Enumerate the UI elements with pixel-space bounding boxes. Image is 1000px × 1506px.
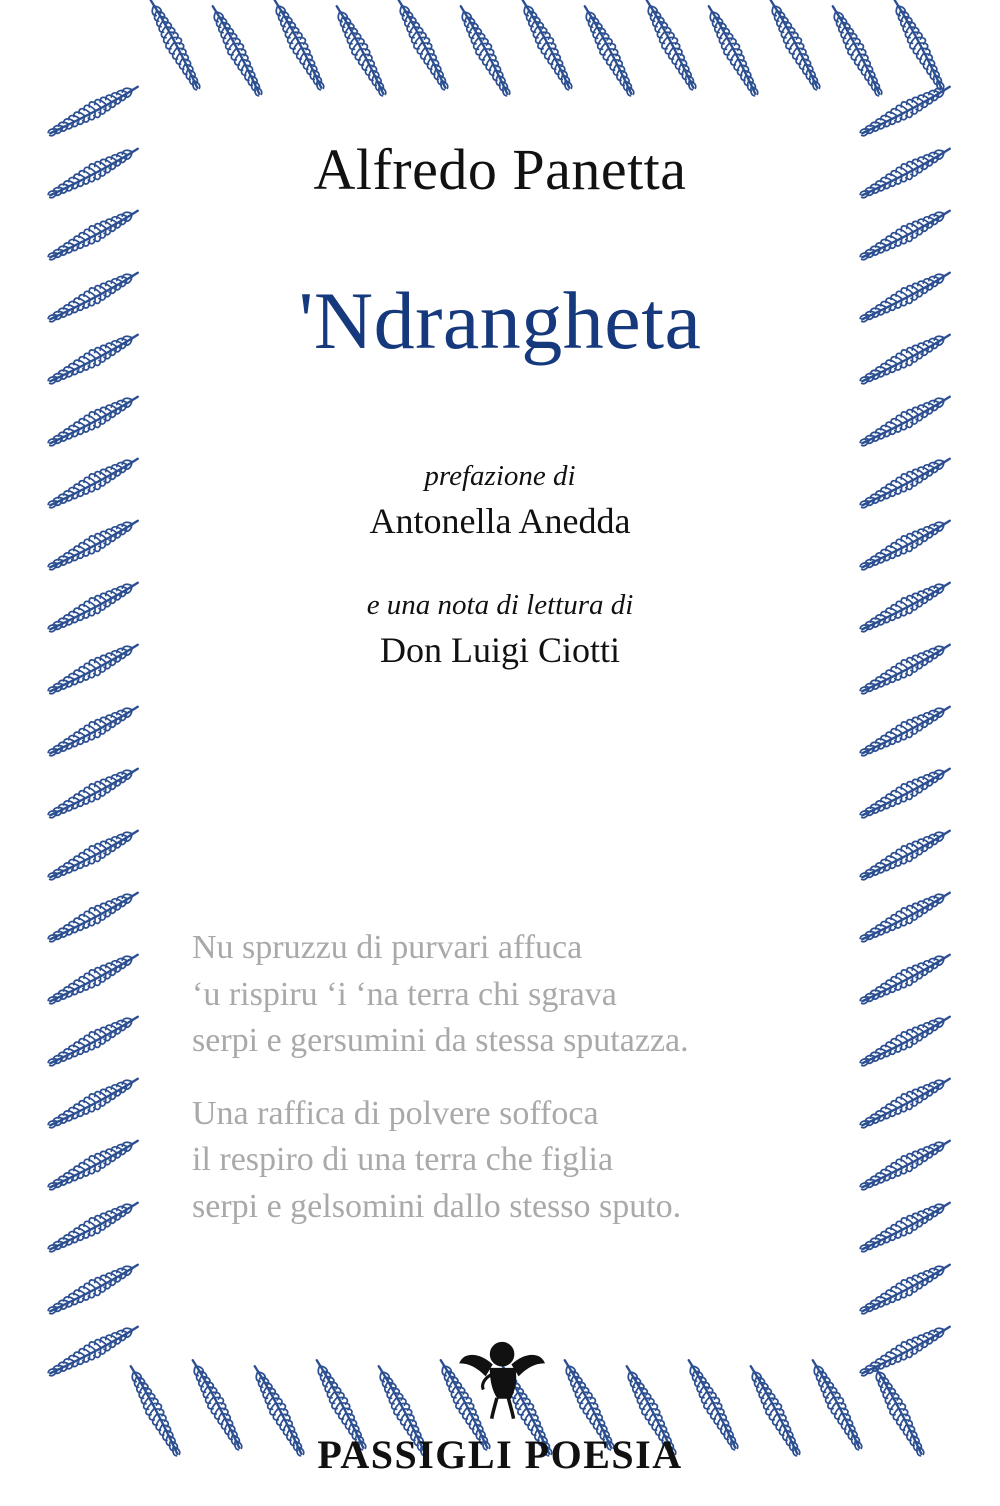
feather-icon <box>40 258 149 333</box>
feather-icon <box>40 196 149 271</box>
poem-line: Una raffica di polvere soffoca <box>192 1094 599 1132</box>
poem-line: serpi e gelsomini dallo stesso sputo. <box>192 1187 682 1225</box>
feather-icon <box>852 692 961 767</box>
excerpt-poem <box>192 925 812 1230</box>
poem-line: il respiro di una terra che figlia <box>192 1141 614 1179</box>
feather-icon <box>40 1188 149 1263</box>
feather-icon <box>852 1250 961 1325</box>
feather-icon <box>40 816 149 891</box>
feather-icon <box>852 754 961 829</box>
feather-icon <box>852 1126 961 1201</box>
credits-block <box>150 455 850 712</box>
feather-icon <box>40 444 149 519</box>
credit-name: Don Luigi Ciotti <box>379 629 620 670</box>
author-name: Alfredo Panetta <box>313 137 687 202</box>
feather-icon <box>852 940 961 1015</box>
poem-stanza <box>192 1091 812 1231</box>
feather-icon <box>852 506 961 581</box>
feather-icon <box>40 568 149 643</box>
feather-icon <box>40 692 149 767</box>
feather-icon <box>40 320 149 395</box>
feather-icon <box>852 72 961 147</box>
feather-icon <box>852 568 961 643</box>
feather-icon <box>40 506 149 581</box>
poem-line: serpi e gersumini da stessa sputazza. <box>192 1022 689 1060</box>
feather-icon <box>40 1250 149 1325</box>
feather-icon <box>852 1064 961 1139</box>
feather-icon <box>40 754 149 829</box>
credit-entry <box>150 584 850 675</box>
feather-icon <box>852 134 961 209</box>
credit-name: Antonella Anedda <box>369 501 631 542</box>
feather-icon <box>852 320 961 395</box>
feather-icon <box>852 444 961 519</box>
feather-icon <box>40 134 149 209</box>
credit-role: e una nota di lettura di <box>366 588 634 621</box>
poem-stanza <box>192 925 812 1065</box>
feather-icon <box>40 940 149 1015</box>
feather-icon <box>40 382 149 457</box>
feather-icon <box>852 816 961 891</box>
feather-icon <box>40 1002 149 1077</box>
feather-icon <box>40 1126 149 1201</box>
book-title: 'Ndrangheta <box>298 275 702 366</box>
feather-icon <box>880 0 955 98</box>
feather-icon <box>852 878 961 953</box>
publisher-block <box>0 1323 1000 1478</box>
poem-line: Nu spruzzu di purvari affuca <box>192 929 583 966</box>
feather-icon <box>40 630 149 705</box>
feather-icon <box>852 258 961 333</box>
feather-icon <box>852 630 961 705</box>
feather-icon <box>40 1064 149 1139</box>
credit-role: prefazione di <box>424 460 576 492</box>
cherub-icon <box>448 1323 552 1427</box>
feather-icon <box>40 878 149 953</box>
feather-icon <box>852 382 961 457</box>
feather-icon <box>40 72 149 147</box>
feather-icon <box>852 1188 961 1263</box>
cover-text-block <box>150 0 850 1506</box>
poem-line: ‘u rispiru ‘i ‘na terra chi sgrava <box>192 975 617 1013</box>
credit-entry <box>150 455 850 546</box>
feather-icon <box>852 1002 961 1077</box>
feather-icon <box>852 196 961 271</box>
publisher-name: PASSIGLI POESIA <box>317 1432 683 1477</box>
